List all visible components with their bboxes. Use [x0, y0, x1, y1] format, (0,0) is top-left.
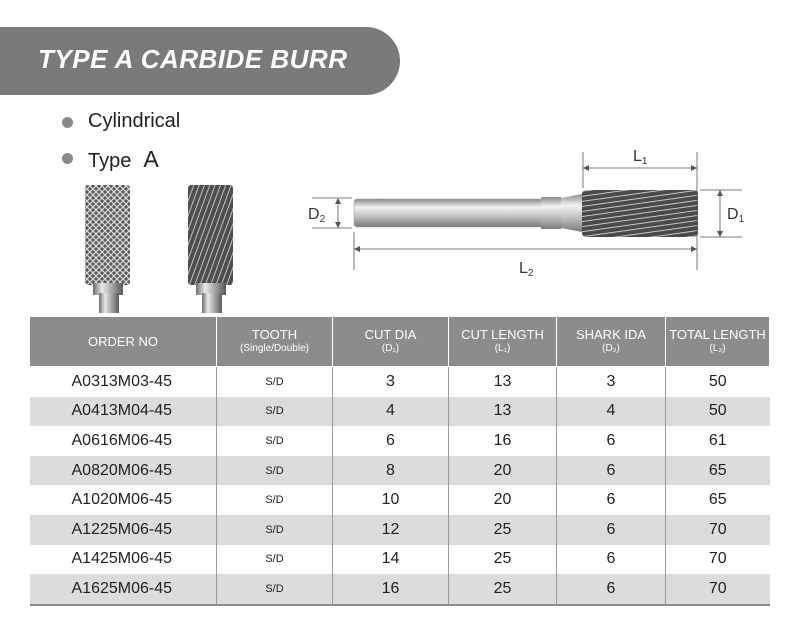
cell-cut-length: 25	[449, 574, 557, 605]
cell-tooth: S/D	[217, 515, 333, 545]
cell-cut-dia: 14	[333, 545, 449, 575]
cell-cut-dia: 12	[333, 515, 449, 545]
cell-shank: 4	[557, 397, 666, 427]
cell-tooth: S/D	[217, 456, 333, 486]
bullet-type-letter: A	[143, 146, 159, 172]
cell-shank: 6	[557, 426, 666, 456]
cell-order: A0413M04-45	[30, 397, 217, 427]
cell-cut-dia: 3	[333, 367, 449, 397]
bullet-shape-label: Cylindrical	[88, 110, 181, 132]
cell-shank: 6	[557, 545, 666, 575]
label-d1: D1	[727, 206, 745, 225]
cell-cut-dia: 10	[333, 485, 449, 515]
single-cut-burr-photo	[188, 185, 233, 313]
cell-shank: 6	[557, 456, 666, 486]
page-title: TYPE A CARBIDE BURR	[38, 44, 348, 74]
cell-cut-dia: 16	[333, 574, 449, 605]
cell-total: 61	[666, 426, 770, 456]
cell-cut-dia: 4	[333, 397, 449, 427]
table-row	[30, 515, 770, 545]
label-l1: L1	[633, 148, 648, 167]
cell-cut-length: 25	[449, 545, 557, 575]
col-cut-dia: CUT DIA (D₁)	[333, 317, 449, 367]
cell-tooth: S/D	[217, 426, 333, 456]
cell-total: 50	[666, 367, 770, 397]
double-cut-burr-photo	[85, 185, 130, 313]
cell-cut-length: 16	[449, 426, 557, 456]
cell-total: 70	[666, 515, 770, 545]
spec-table	[29, 316, 770, 606]
cell-tooth: S/D	[217, 397, 333, 427]
cell-order: A0820M06-45	[30, 456, 217, 486]
table-row	[30, 426, 770, 456]
bullet-type-label: Type	[88, 150, 132, 172]
cell-cut-length: 20	[449, 485, 557, 515]
table-row	[30, 545, 770, 575]
col-total-length: TOTAL LENGTH (L₂)	[666, 317, 770, 367]
table-header-row	[30, 317, 770, 367]
cell-tooth: S/D	[217, 367, 333, 397]
cell-order: A0616M06-45	[71, 431, 173, 449]
col-cut-length: CUT LENGTH (L₁)	[449, 317, 557, 367]
cell-order: A1225M06-45	[30, 515, 217, 545]
cell-order: A1625M06-45	[30, 574, 217, 605]
col-shank-dia: SHARK IDA (D₂)	[557, 317, 666, 367]
col-order-no: ORDER NO	[30, 317, 217, 367]
table-row	[30, 456, 770, 486]
cell-total: 70	[666, 545, 770, 575]
cell-tooth: S/D	[217, 574, 333, 605]
cell-cut-length: 25	[449, 515, 557, 545]
cell-order: A0313M03-45	[71, 372, 173, 390]
cell-total: 50	[666, 397, 770, 427]
table-row	[30, 485, 770, 515]
cell-shank: 3	[557, 367, 666, 397]
cell-total: 65	[666, 485, 770, 515]
cell-total: 70	[666, 574, 770, 605]
cell-total: 65	[666, 456, 770, 486]
table-row	[30, 574, 770, 605]
cell-tooth: S/D	[217, 485, 333, 515]
cell-shank: 6	[557, 574, 666, 605]
cell-cut-length: 20	[449, 456, 557, 486]
cell-cut-dia: 6	[333, 426, 449, 456]
col-tooth: TOOTH (Single/Double)	[217, 317, 333, 367]
cell-cut-dia: 8	[333, 456, 449, 486]
table-row	[30, 367, 770, 397]
cell-shank: 6	[557, 485, 666, 515]
cell-order: A1425M06-45	[71, 550, 173, 568]
label-d2: D2	[308, 206, 326, 225]
cell-cut-length: 13	[449, 367, 557, 397]
cell-tooth: S/D	[217, 545, 333, 575]
cell-cut-length: 13	[449, 397, 557, 427]
cell-shank: 6	[557, 515, 666, 545]
burr-dimension-drawing	[308, 148, 745, 279]
table-row	[30, 397, 770, 427]
cell-order: A1020M06-45	[71, 491, 173, 509]
label-l2: L2	[519, 260, 534, 279]
